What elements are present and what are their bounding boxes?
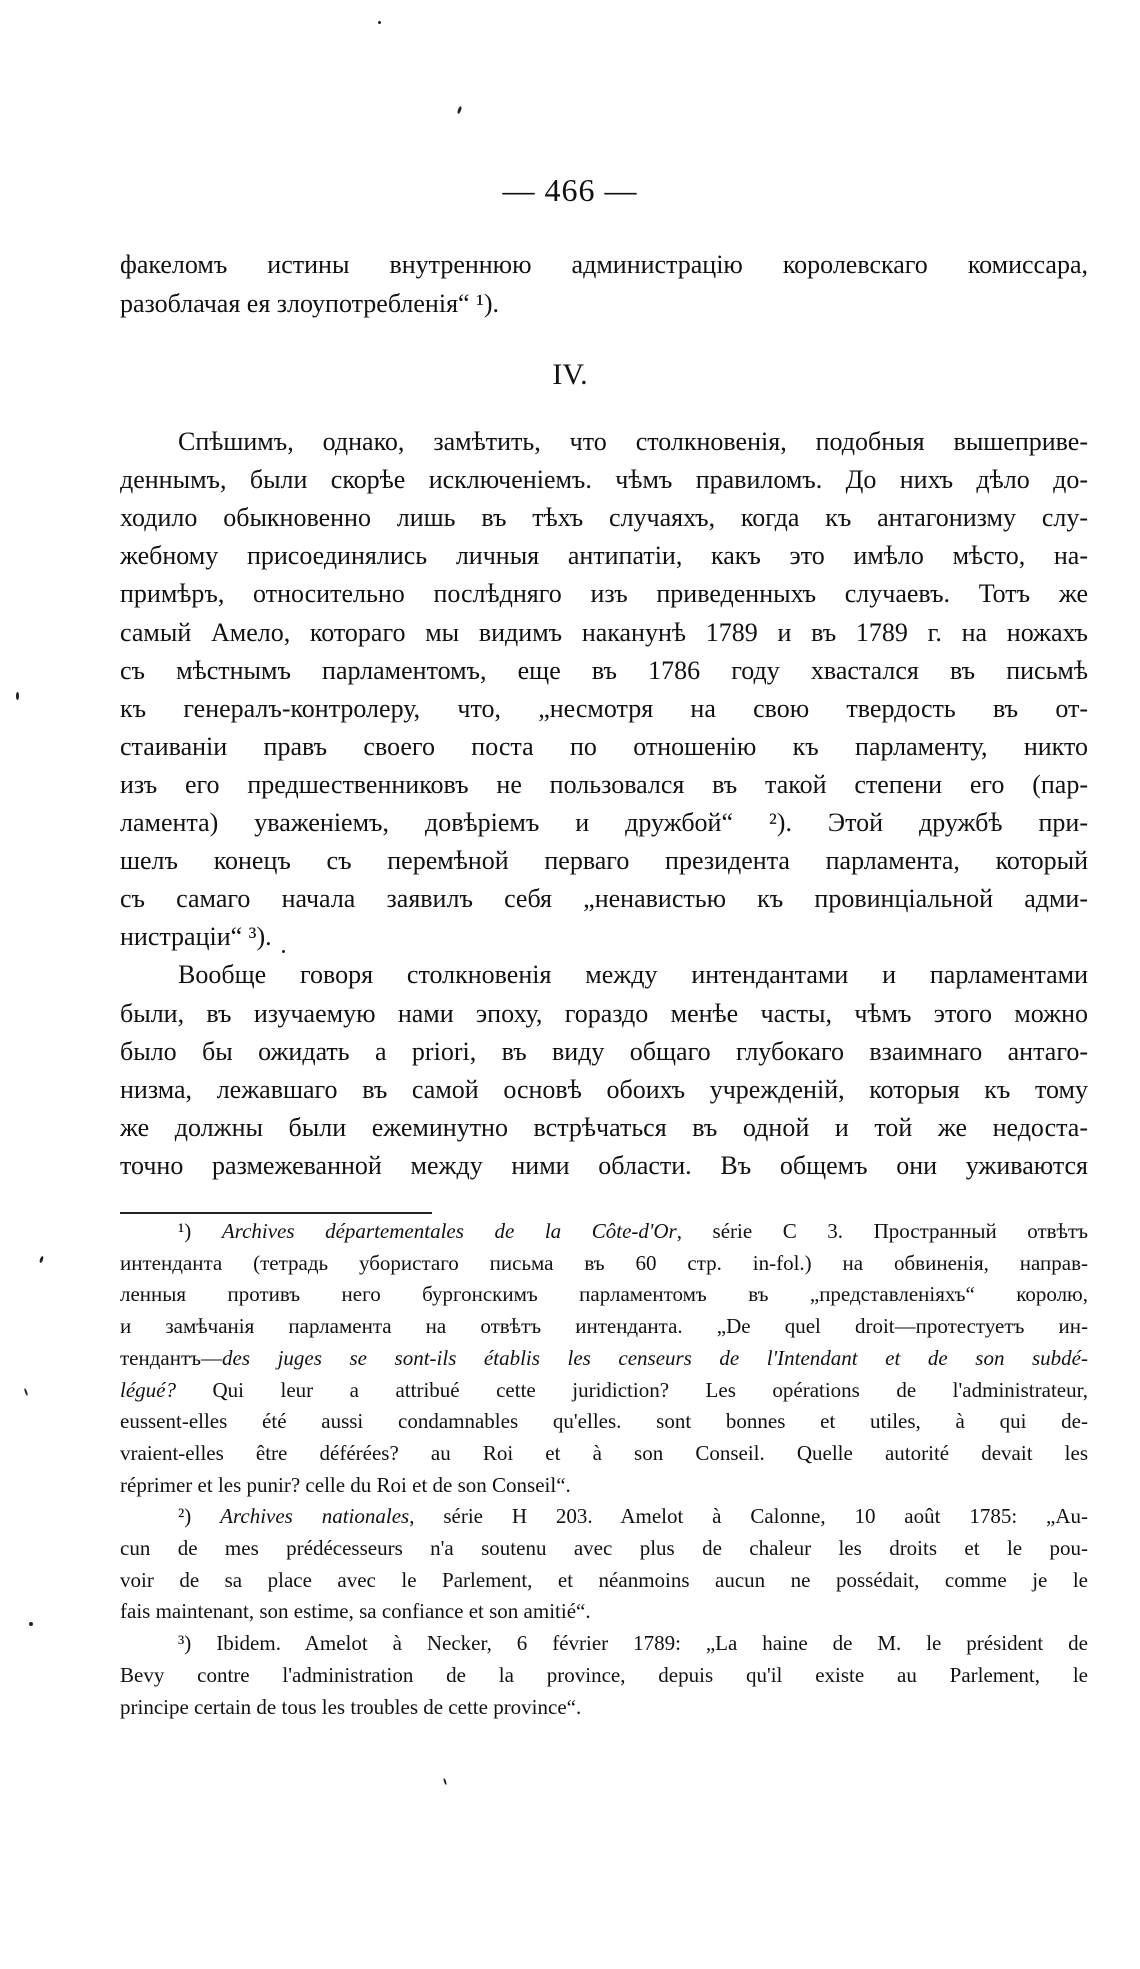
text-line: съ мѣстнымъ парламентомъ, еще въ 1786 году хвастался въ письмѣ: [120, 655, 1088, 685]
footnote-citation-italic: légué?: [120, 1377, 176, 1402]
footnote-line: [120, 1533, 1088, 1564]
text-line: самый Амело, котораго мы видимъ наканунѣ 1789 и въ 1789 г. на ножахъ: [120, 617, 1088, 647]
scan-speck: [24, 1388, 29, 1396]
footnote-line: [120, 1660, 1088, 1691]
footnote-text: ²): [178, 1504, 221, 1529]
footnote-line: [120, 1470, 1088, 1501]
scan-speck: [443, 1778, 447, 1785]
text-line: изъ его предшественниковъ не пользовался въ такой степени его (пар-: [120, 769, 1088, 799]
text-line: стаиваніи правъ своего поста по отношенію къ парламенту, никто: [120, 731, 1088, 761]
footnote-text: Qui leur a attribué cette juridiction? Les opérations de l'administrateur,: [175, 1377, 1088, 1402]
text-line: нистраціи“ ³).: [120, 922, 272, 952]
footnote-line: [120, 1565, 1088, 1596]
footnote-citation-italic: Archives départementales de la Côte-d'Or: [221, 1219, 677, 1243]
text-line: было бы ожидать a priori, въ виду общаго глубокаго взаимнаго антаго-: [120, 1036, 1088, 1066]
section-heading: IV.: [552, 358, 588, 391]
text-line: деннымъ, были скорѣе исключеніемъ. чѣмъ правиломъ. До нихъ дѣло до-: [120, 465, 1088, 495]
footnote-text: eussent-elles été aussi condamnables qu'elles. sont bonnes et utiles, à qui de-: [120, 1409, 1088, 1434]
text-line: Спѣшимъ, однако, замѣтить, что столкновенія, подобныя вышеприве-: [178, 427, 1088, 456]
text-line: ходило обыкновенно лишь въ тѣхъ случаяхъ, когда къ антагонизму слу-: [120, 503, 1088, 533]
text-line: шелъ конецъ съ перемѣной перваго президента парламента, который: [120, 846, 1088, 876]
text-line: жебному присоединялись личныя антипатіи, какъ это имѣло мѣсто, на-: [120, 541, 1088, 571]
text-line: низма, лежавшаго въ самой основѣ обоихъ учрежденій, которыя къ тому: [120, 1074, 1088, 1104]
text-line: съ самаго начала заявилъ себя „ненавистью къ провинціальной адми-: [120, 884, 1088, 914]
text-line: факеломъ истины внутреннюю администрацію королевскаго комиссара,: [120, 250, 1088, 279]
footnote-text: cun de mes prédécesseurs n'a soutenu avec plus de chaleur les droits et le pou-: [120, 1536, 1088, 1560]
footnote-line: [120, 1311, 1088, 1342]
footnote-citation-italic: Archives nationales: [220, 1504, 410, 1529]
footnote-line: [120, 1375, 1088, 1406]
text-line: точно размежеванной между ними области. Въ общемъ они уживаются: [120, 1150, 1088, 1180]
footnote-text: fais maintenant, son estime, sa confiance et son amitié“.: [120, 1599, 591, 1624]
footnote-line: [120, 1692, 1088, 1723]
footnote-text: , série H 203. Amelot à Calonne, 10 août 1785: „Au-: [409, 1504, 1088, 1529]
footnote-citation-italic: des juges se sont-ils établis les censeurs de l'Intendant et de son subdé-: [222, 1345, 1088, 1370]
text-line: были, въ изучаемую нами эпоху, гораздо менѣе часты, чѣмъ этого можно: [120, 998, 1088, 1028]
footnote-text: интенданта (тетрадь убористаго письма въ 60 стр. in-fol.) на обвиненія, направ-: [120, 1250, 1088, 1275]
footnote-text: voir de sa place avec le Parlement, et néanmoins aucun ne possédait, comme je le: [120, 1567, 1088, 1592]
footnote-text: réprimer et les punir? celle du Roi et de son Conseil“.: [120, 1472, 571, 1497]
footnote-separator: [120, 1212, 432, 1214]
footnote-text: ленныя противъ него бургонскимъ парламентомъ въ „представленіяхъ“ королю,: [120, 1282, 1088, 1307]
scan-speck: [29, 1622, 33, 1626]
footnote-line: [120, 1596, 1088, 1627]
footnote-line: [178, 1216, 1088, 1247]
text-line: къ генералъ-контролеру, что, „несмотря на свою твердость въ от-: [120, 693, 1088, 723]
footnote-line: [120, 1248, 1088, 1279]
footnote-line: [178, 1628, 1088, 1659]
footnote-text: , série C 3. Пространный отвѣтъ: [676, 1219, 1088, 1243]
footnote-line: [120, 1438, 1088, 1469]
footnote-text: vraient-elles être déférées? au Roi et à son Conseil. Quelle autorité devait les: [120, 1440, 1088, 1465]
text-line: ламента) уваженіемъ, довѣріемъ и дружбой“ ²). Этой дружбѣ при-: [120, 808, 1088, 837]
scan-speck: [378, 21, 381, 24]
footnote-text: и замѣчанія парламента на отвѣтъ интенданта. „De quel droit—протестуетъ ин-: [120, 1314, 1088, 1339]
scan-speck: [282, 950, 285, 953]
footnote-line: [120, 1279, 1088, 1310]
footnote-line: [178, 1501, 1088, 1532]
footnote-line: [120, 1343, 1088, 1374]
footnote-line: [120, 1406, 1088, 1437]
text-line: же должны были ежеминутно встрѣчаться въ одной и той же недоста-: [120, 1112, 1088, 1142]
text-line: Вообще говоря столкновенія между интендантами и парламентами: [178, 960, 1088, 990]
text-line: примѣръ, относительно послѣдняго изъ приведенныхъ случаевъ. Тотъ же: [120, 579, 1088, 609]
scan-speck: [39, 1256, 44, 1264]
scan-speck: [457, 106, 463, 115]
footnote-text: ¹): [178, 1219, 222, 1243]
footnote-text: principe certain de tous les troubles de cette province“.: [120, 1694, 582, 1719]
footnote-text: тендантъ—: [120, 1345, 223, 1370]
scan-speck: [16, 692, 19, 700]
text-line: разоблачая ея злоупотребленія“ ¹).: [120, 289, 500, 318]
footnote-text: Bevy contre l'administration de la province, depuis qu'il existe au Parlement, le: [120, 1662, 1088, 1687]
footnote-text: ³) Ibidem. Amelot à Necker, 6 février 1789: „La haine de M. le président de: [178, 1631, 1088, 1656]
page-number: — 466 —: [502, 172, 638, 208]
